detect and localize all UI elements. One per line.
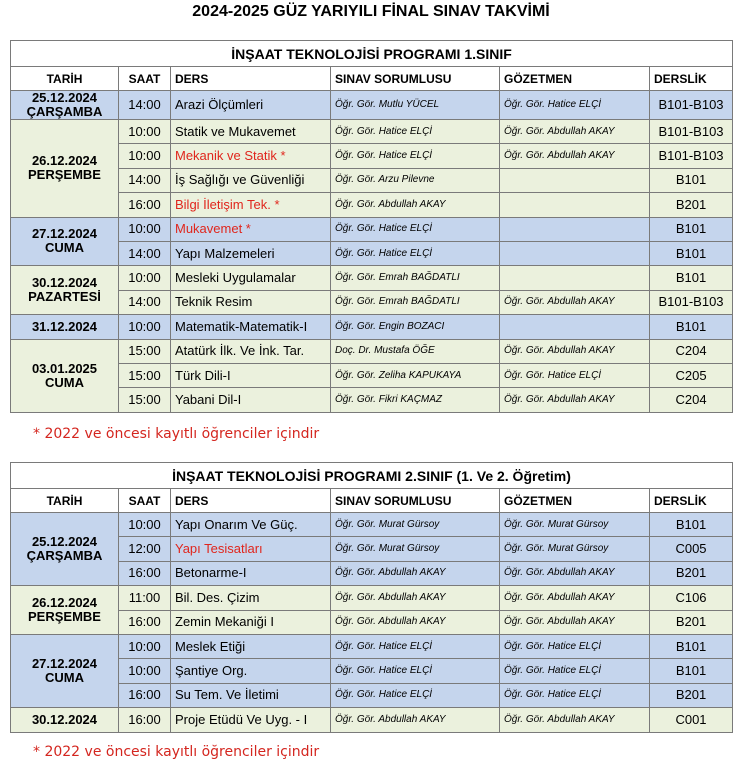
exam-date: 03.01.2025 [31,360,98,376]
exam-responsible: Öğr. Gör. Emrah BAĞDATLI [331,266,500,290]
program1-schedule-table [10,40,733,413]
header-date: TARİH [11,67,119,91]
course-name: Bil. Des. Çizim [171,586,331,610]
header-time: SAAT [119,67,171,91]
exam-proctor: Öğr. Gör. Hatice ELÇİ [500,363,650,387]
exam-room: B101-B103 [650,290,733,314]
exam-proctor [500,266,650,290]
exam-responsible: Öğr. Gör. Mutlu YÜCEL [331,91,500,120]
exam-responsible: Öğr. Gör. Abdullah AKAY [331,586,500,610]
exam-date: 26.12.2024 [31,595,98,611]
exam-proctor: Öğr. Gör. Hatice ELÇİ [500,91,650,120]
exam-day: ÇARŞAMBA [26,548,103,564]
exam-room: B101 [650,659,733,683]
header-date: TARİH [11,489,119,513]
exam-proctor: Öğr. Gör. Murat Gürsoy [500,537,650,561]
exam-responsible: Öğr. Gör. Fikri KAÇMAZ [331,388,500,412]
course-name: Şantiye Org. [171,659,331,683]
exam-proctor: Öğr. Gör. Abdullah AKAY [500,610,650,634]
exam-room: B101 [650,634,733,658]
exam-responsible: Öğr. Gör. Abdullah AKAY [331,561,500,585]
exam-time: 16:00 [119,561,171,585]
date-cell [11,266,119,315]
exam-date: 27.12.2024 [31,226,98,242]
exam-time: 10:00 [119,144,171,168]
date-cell [11,708,119,732]
course-name: Bilgi İletişim Tek. * [171,193,331,217]
course-name: Meslek Etiği [171,634,331,658]
course-name: Proje Etüdü Ve Uyg. - I [171,708,331,732]
exam-time: 16:00 [119,610,171,634]
exam-responsible: Öğr. Gör. Hatice ELÇİ [331,683,500,707]
date-cell [11,513,119,586]
table-row [11,241,733,265]
exam-proctor: Öğr. Gör. Murat Gürsoy [500,513,650,537]
exam-day: PERŞEMBE [28,609,101,625]
exam-time: 16:00 [119,708,171,732]
header-room: DERSLİK [650,67,733,91]
exam-room: B101 [650,266,733,290]
exam-room: B101 [650,315,733,339]
exam-day: CUMA [45,240,84,256]
course-name: Su Tem. Ve İletimi [171,683,331,707]
course-name: Mekanik ve Statik * [171,144,331,168]
course-name: Arazi Ölçümleri [171,91,331,120]
course-name: Yabani Dil-I [171,388,331,412]
course-name: Atatürk İlk. Ve İnk. Tar. [171,339,331,363]
course-name: Mukavemet * [171,217,331,241]
table-row [11,513,733,537]
course-name: Betonarme-I [171,561,331,585]
exam-time: 10:00 [119,217,171,241]
exam-proctor: Öğr. Gör. Abdullah AKAY [500,708,650,732]
exam-time: 14:00 [119,241,171,265]
program-title-row [11,463,733,489]
header-proctor: GÖZETMEN [500,67,650,91]
exam-time: 16:00 [119,193,171,217]
table-row [11,217,733,241]
course-name: Matematik-Matematik-I [171,315,331,339]
header-course: DERS [171,489,331,513]
exam-proctor: Öğr. Gör. Abdullah AKAY [500,561,650,585]
exam-responsible: Öğr. Gör. Arzu Pilevne [331,168,500,192]
date-cell [11,120,119,218]
program2-schedule-table [10,462,733,733]
exam-time: 10:00 [119,120,171,144]
exam-time: 15:00 [119,339,171,363]
exam-proctor: Öğr. Gör. Abdullah AKAY [500,339,650,363]
header-room: DERSLİK [650,489,733,513]
exam-time: 11:00 [119,586,171,610]
exam-time: 14:00 [119,290,171,314]
exam-date: 27.12.2024 [31,656,98,672]
exam-proctor [500,217,650,241]
exam-responsible: Öğr. Gör. Hatice ELÇİ [331,217,500,241]
exam-proctor: Öğr. Gör. Abdullah AKAY [500,120,650,144]
exam-proctor: Öğr. Gör. Abdullah AKAY [500,144,650,168]
program2-footnote: * 2022 ve öncesi kayıtlı öğrenciler içindir [33,744,320,760]
course-name: Statik ve Mukavemet [171,120,331,144]
table-row [11,266,733,290]
exam-date: 25.12.2024 [31,90,98,105]
program1-footnote: * 2022 ve öncesi kayıtlı öğrenciler içindir [33,426,320,442]
exam-room: C204 [650,388,733,412]
exam-proctor [500,193,650,217]
table-row [11,683,733,707]
exam-time: 10:00 [119,634,171,658]
exam-responsible: Öğr. Gör. Abdullah AKAY [331,708,500,732]
exam-room: B101-B103 [650,120,733,144]
exam-responsible: Öğr. Gör. Hatice ELÇİ [331,241,500,265]
exam-responsible: Öğr. Gör. Murat Gürsoy [331,513,500,537]
table-row [11,339,733,363]
table-row [11,144,733,168]
exam-date: 31.12.2024 [31,318,98,334]
exam-room: B101-B103 [650,144,733,168]
exam-proctor: Öğr. Gör. Abdullah AKAY [500,388,650,412]
exam-room: C204 [650,339,733,363]
table-header-row [11,67,733,91]
exam-day: CUMA [45,374,84,390]
exam-date: 30.12.2024 [31,711,98,727]
exam-time: 10:00 [119,513,171,537]
exam-time: 14:00 [119,168,171,192]
table-row [11,168,733,192]
exam-room: C205 [650,363,733,387]
course-name: Teknik Resim [171,290,331,314]
exam-room: B101 [650,241,733,265]
exam-proctor [500,315,650,339]
program-title: İNŞAAT TEKNOLOJİSİ PROGRAMI 2.SINIF (1. Ve 2. Öğretim) [11,463,733,489]
program-title-row [11,41,733,67]
date-cell [11,217,119,266]
table-row [11,120,733,144]
exam-day: ÇARŞAMBA [26,104,103,119]
table-row [11,290,733,314]
date-cell [11,634,119,707]
exam-room: B201 [650,561,733,585]
table-row [11,363,733,387]
exam-responsible: Öğr. Gör. Hatice ELÇİ [331,120,500,144]
exam-time: 15:00 [119,363,171,387]
exam-responsible: Öğr. Gör. Abdullah AKAY [331,193,500,217]
exam-room: B201 [650,683,733,707]
program-title: İNŞAAT TEKNOLOJİSİ PROGRAMI 1.SINIF [11,41,733,67]
header-responsible: SINAV SORUMLUSU [331,67,500,91]
header-course: DERS [171,67,331,91]
date-cell [11,91,119,120]
exam-room: B101 [650,168,733,192]
table-row [11,388,733,412]
table-row [11,193,733,217]
exam-responsible: Öğr. Gör. Zeliha KAPUKAYA [331,363,500,387]
exam-room: C005 [650,537,733,561]
exam-proctor: Öğr. Gör. Abdullah AKAY [500,290,650,314]
date-cell [11,586,119,635]
exam-responsible: Öğr. Gör. Abdullah AKAY [331,610,500,634]
course-name: Mesleki Uygulamalar [171,266,331,290]
table-row [11,537,733,561]
course-name: İş Sağlığı ve Güvenliği [171,168,331,192]
exam-time: 15:00 [119,388,171,412]
exam-proctor: Öğr. Gör. Hatice ELÇİ [500,659,650,683]
page-title: 2024-2025 GÜZ YARIYILI FİNAL SINAV TAKVİMİ [192,3,550,20]
table-row [11,315,733,339]
exam-proctor [500,168,650,192]
exam-time: 16:00 [119,683,171,707]
exam-day: PERŞEMBE [28,167,101,183]
exam-room: B101-B103 [650,91,733,120]
exam-proctor: Öğr. Gör. Hatice ELÇİ [500,634,650,658]
exam-date: 30.12.2024 [31,275,98,291]
exam-room: B201 [650,193,733,217]
table-row [11,561,733,585]
exam-room: C106 [650,586,733,610]
exam-day: CUMA [45,670,84,686]
course-name: Yapı Onarım Ve Güç. [171,513,331,537]
table-header-row [11,489,733,513]
date-cell [11,315,119,339]
course-name: Türk Dili-I [171,363,331,387]
exam-responsible: Öğr. Gör. Hatice ELÇİ [331,659,500,683]
exam-responsible: Öğr. Gör. Murat Gürsoy [331,537,500,561]
exam-room: B101 [650,513,733,537]
exam-room: B201 [650,610,733,634]
course-name: Yapı Malzemeleri [171,241,331,265]
exam-proctor: Öğr. Gör. Abdullah AKAY [500,586,650,610]
table-row [11,610,733,634]
table-row [11,634,733,658]
exam-proctor [500,241,650,265]
exam-day: PAZARTESİ [28,289,101,305]
exam-responsible: Öğr. Gör. Hatice ELÇİ [331,144,500,168]
exam-responsible: Doç. Dr. Mustafa ÖĞE [331,339,500,363]
header-responsible: SINAV SORUMLUSU [331,489,500,513]
exam-room: B101 [650,217,733,241]
course-name: Yapı Tesisatları [171,537,331,561]
exam-time: 14:00 [119,91,171,120]
exam-time: 10:00 [119,315,171,339]
exam-date: 26.12.2024 [31,153,98,169]
header-proctor: GÖZETMEN [500,489,650,513]
table-row [11,708,733,732]
exam-time: 10:00 [119,659,171,683]
table-row [11,659,733,683]
exam-responsible: Öğr. Gör. Emrah BAĞDATLI [331,290,500,314]
exam-responsible: Öğr. Gör. Engin BOZACI [331,315,500,339]
table-row [11,586,733,610]
exam-date: 25.12.2024 [31,534,98,550]
course-name: Zemin Mekaniği I [171,610,331,634]
exam-proctor: Öğr. Gör. Hatice ELÇİ [500,683,650,707]
exam-time: 10:00 [119,266,171,290]
header-time: SAAT [119,489,171,513]
exam-room: C001 [650,708,733,732]
table-row [11,91,733,120]
date-cell [11,339,119,412]
exam-time: 12:00 [119,537,171,561]
exam-responsible: Öğr. Gör. Hatice ELÇİ [331,634,500,658]
